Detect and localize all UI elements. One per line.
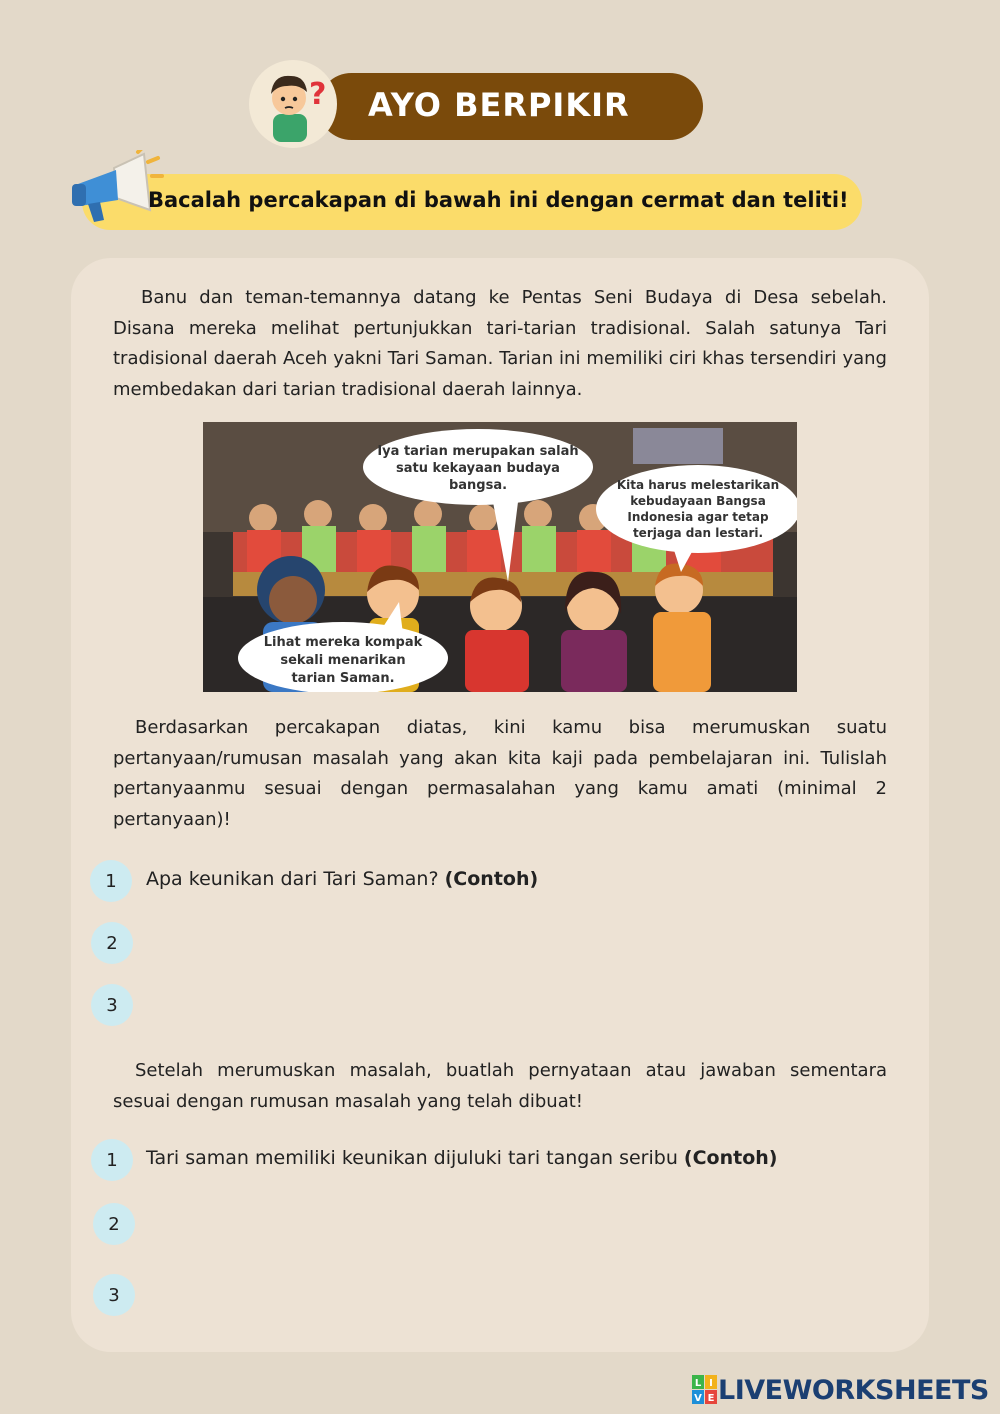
bubble2-line4: terjaga dan lestari. [632,526,764,540]
hypothesis-answer-3[interactable] [146,1282,846,1308]
instruction-text: Bacalah percakapan di bawah ini dengan cermat dan teliti! [148,188,849,212]
question-number-2: 2 [91,922,133,964]
bubble3-line3: tarian Saman. [291,671,395,686]
hypothesis-answer-2[interactable] [146,1211,846,1237]
bubble1-line1: Iya tarian merupakan salah [377,444,579,459]
svg-text:E: E [707,1393,715,1404]
question-number-1: 1 [90,860,132,902]
svg-text:I: I [709,1378,713,1389]
question-answer-1[interactable] [146,868,538,890]
question-instruction: Berdasarkan percakapan diatas, kini kamu bisa merumuskan suatu pertanyaan/rumusan masalah yang akan kita kaji pada pembelajaran ini. Tulislah pertanyaanmu sesuai dengan permasalahan yang kamu amati (minimal 2 pertanyaan)! [113,717,887,830]
svg-text:?: ? [309,77,327,112]
bubble1-line2: satu kekayaan budaya [396,461,560,476]
bubble2-line3: Indonesia agar tetap [627,510,769,524]
page-title: AYO BERPIKIR [368,86,630,124]
bubble3-line2: sekali menarikan [280,653,406,668]
saman-dance-illustration [203,422,797,692]
hypothesis-number-3: 3 [93,1274,135,1316]
bubble3-line1: Lihat mereka kompak [263,635,423,650]
hypothesis-number-2: 2 [93,1203,135,1245]
hypothesis-number-1: 1 [91,1139,133,1181]
question-number-3: 3 [91,984,133,1026]
thinking-boy-icon [247,58,339,150]
question-answer-2[interactable] [146,930,846,956]
svg-text:V: V [694,1393,702,1404]
question-1-note: (Contoh) [444,868,539,890]
liveworksheets-icon [692,1375,718,1405]
hypothesis-instruction: Setelah merumuskan masalah, buatlah pernyataan atau jawaban sementara sesuai dengan rumusan masalah yang telah dibuat! [113,1060,887,1112]
question-answer-3[interactable] [146,992,846,1018]
bubble2-line2: kebudayaan Bangsa [630,494,766,508]
bubble2-line1: Kita harus melestarikan [616,478,780,492]
hypothesis-1-note: (Contoh) [683,1147,778,1169]
bubble1-line3: bangsa. [448,478,508,493]
liveworksheets-brand: LIVEWORKSHEETS [718,1374,989,1406]
intro-paragraph: Banu dan teman-temannya datang ke Pentas Seni Budaya di Desa sebelah. Disana mereka melihat pertunjukkan tari-tarian tradisional. Salah satunya Tari tradisional daerah Aceh yakni Tari Saman. Tarian ini memiliki ciri khas tersendiri yang membedakan dari tarian tradisional daerah lainnya. [113,287,887,400]
question-1-text: Apa keunikan dari Tari Saman? [146,868,445,890]
hypothesis-answer-1[interactable] [146,1147,777,1169]
hypothesis-1-text: Tari saman memiliki keunikan dijuluki tari tangan seribu [146,1147,684,1169]
liveworksheets-logo [692,1372,992,1408]
svg-text:L: L [694,1378,702,1389]
